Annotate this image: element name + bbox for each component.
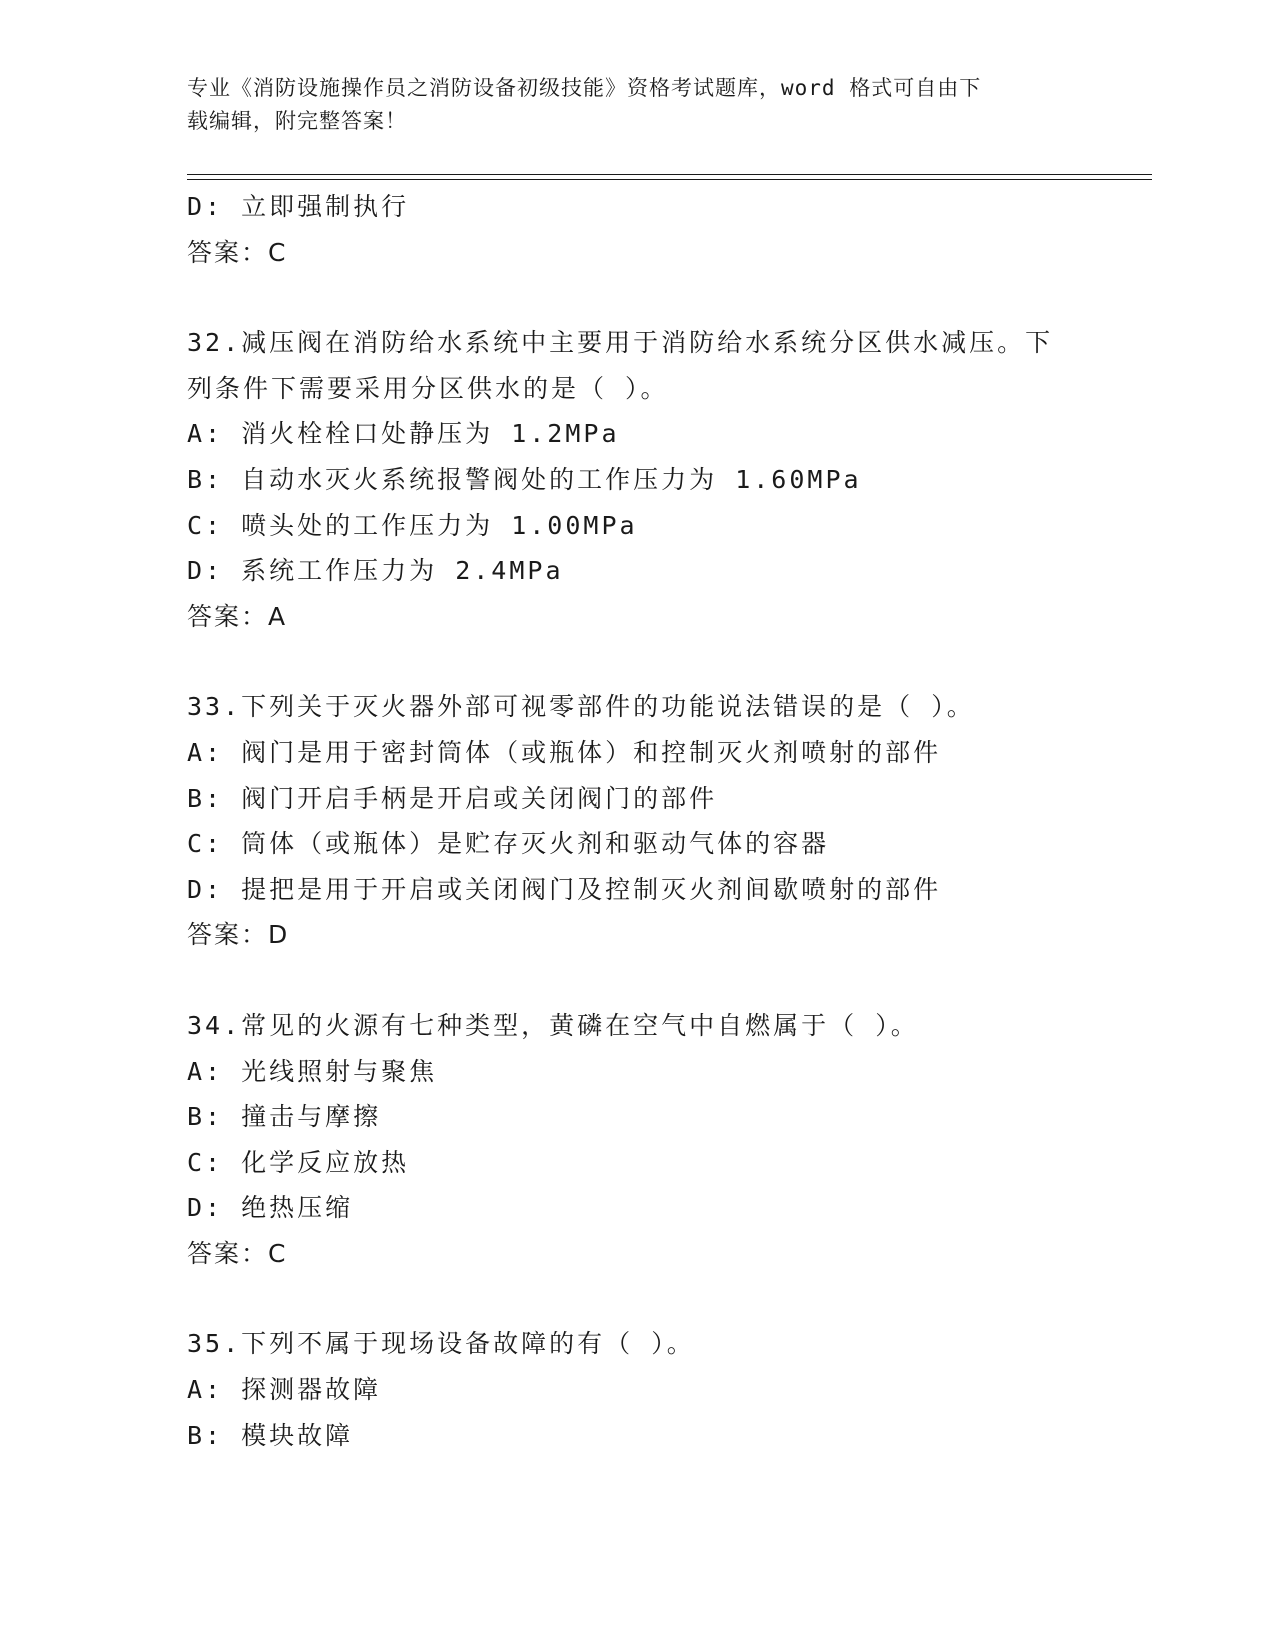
option-b: B: 阀门开启手柄是开启或关闭阀门的部件: [187, 783, 718, 813]
header-rule-bottom: [187, 179, 1152, 180]
option-c: C: 喷头处的工作压力为 1.00MPa: [187, 510, 638, 540]
option-d: D: 绝热压缩: [187, 1193, 354, 1223]
spacer: [187, 958, 1107, 1003]
header-line-1: 专业《消防设施操作员之消防设备初级技能》资格考试题库，word 格式可自由下: [187, 76, 982, 100]
option-b: B: 自动水灭火系统报警阀处的工作压力为 1.60MPa: [187, 464, 862, 494]
option-b: B: 撞击与摩擦: [187, 1102, 382, 1132]
answer-line: 答案：C: [187, 1238, 288, 1268]
question-33: [187, 684, 1107, 958]
question-34: [187, 1003, 1107, 1277]
question-stem: 33.下列关于灭火器外部可视零部件的功能说法错误的是（ ）。: [187, 692, 975, 722]
spacer: [187, 639, 1107, 684]
option-c: C: 化学反应放热: [187, 1147, 410, 1177]
option-a: A: 消火栓栓口处静压为 1.2MPa: [187, 419, 620, 449]
document-header: [187, 72, 1087, 138]
option-b: B: 模块故障: [187, 1420, 354, 1450]
answer-line: 答案：C: [187, 237, 288, 267]
question-35: [187, 1321, 1107, 1458]
option-a: A: 探测器故障: [187, 1375, 382, 1405]
answer-line: 答案：A: [187, 601, 288, 631]
option-c: C: 筒体（或瓶体）是贮存灭火剂和驱动气体的容器: [187, 829, 830, 859]
question-stem: 35.下列不属于现场设备故障的有（ ）。: [187, 1329, 695, 1359]
continued-question: [187, 184, 1107, 275]
spacer: [187, 1276, 1107, 1321]
header-rule-top: [187, 174, 1152, 175]
question-content: [187, 184, 1107, 1458]
option-d: D: 系统工作压力为 2.4MPa: [187, 556, 564, 586]
option-d: D: 提把是用于开启或关闭阀门及控制灭火剂间歇喷射的部件: [187, 874, 942, 904]
option-a: A: 光线照射与聚焦: [187, 1056, 438, 1086]
question-stem: 32.减压阀在消防给水系统中主要用于消防给水系统分区供水减压。下: [187, 328, 1054, 358]
question-stem: 列条件下需要采用分区供水的是（ ）。: [187, 373, 669, 403]
question-32: [187, 320, 1107, 639]
question-stem: 34.常见的火源有七种类型，黄磷在空气中自燃属于（ ）。: [187, 1010, 919, 1040]
spacer: [187, 275, 1107, 320]
option-d: D: 立即强制执行: [187, 192, 410, 221]
answer-line: 答案：D: [187, 920, 290, 950]
option-a: A: 阀门是用于密封筒体（或瓶体）和控制灭火剂喷射的部件: [187, 737, 942, 767]
header-line-2: 载编辑，附完整答案！: [187, 109, 407, 133]
